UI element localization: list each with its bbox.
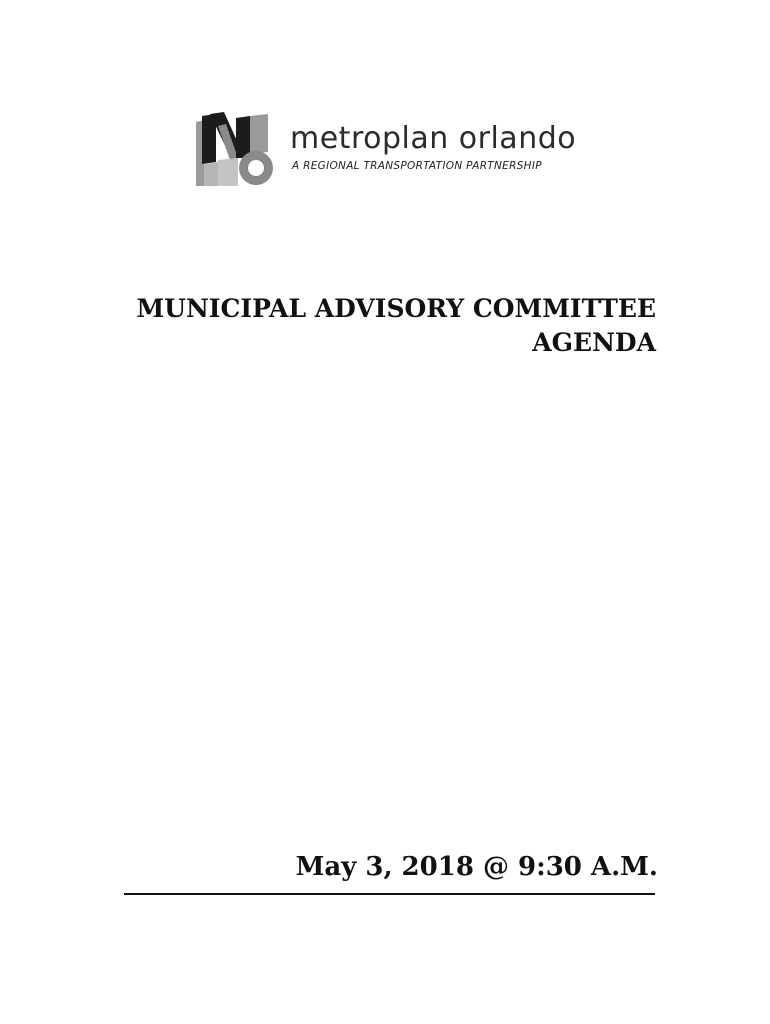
meeting-datetime: May 3, 2018 @ 9:30 A.M. bbox=[295, 852, 658, 882]
document-title-line-2: AGENDA bbox=[532, 328, 656, 357]
mo-monogram-logo bbox=[196, 112, 280, 188]
document-title-line-1: MUNICIPAL ADVISORY COMMITTEE bbox=[136, 294, 656, 323]
horizontal-rule bbox=[124, 893, 655, 895]
organization-tagline: A REGIONAL TRANSPORTATION PARTNERSHIP bbox=[292, 160, 542, 172]
organization-name: metroplan orlando bbox=[290, 121, 577, 156]
metroplan-logo bbox=[196, 112, 586, 188]
